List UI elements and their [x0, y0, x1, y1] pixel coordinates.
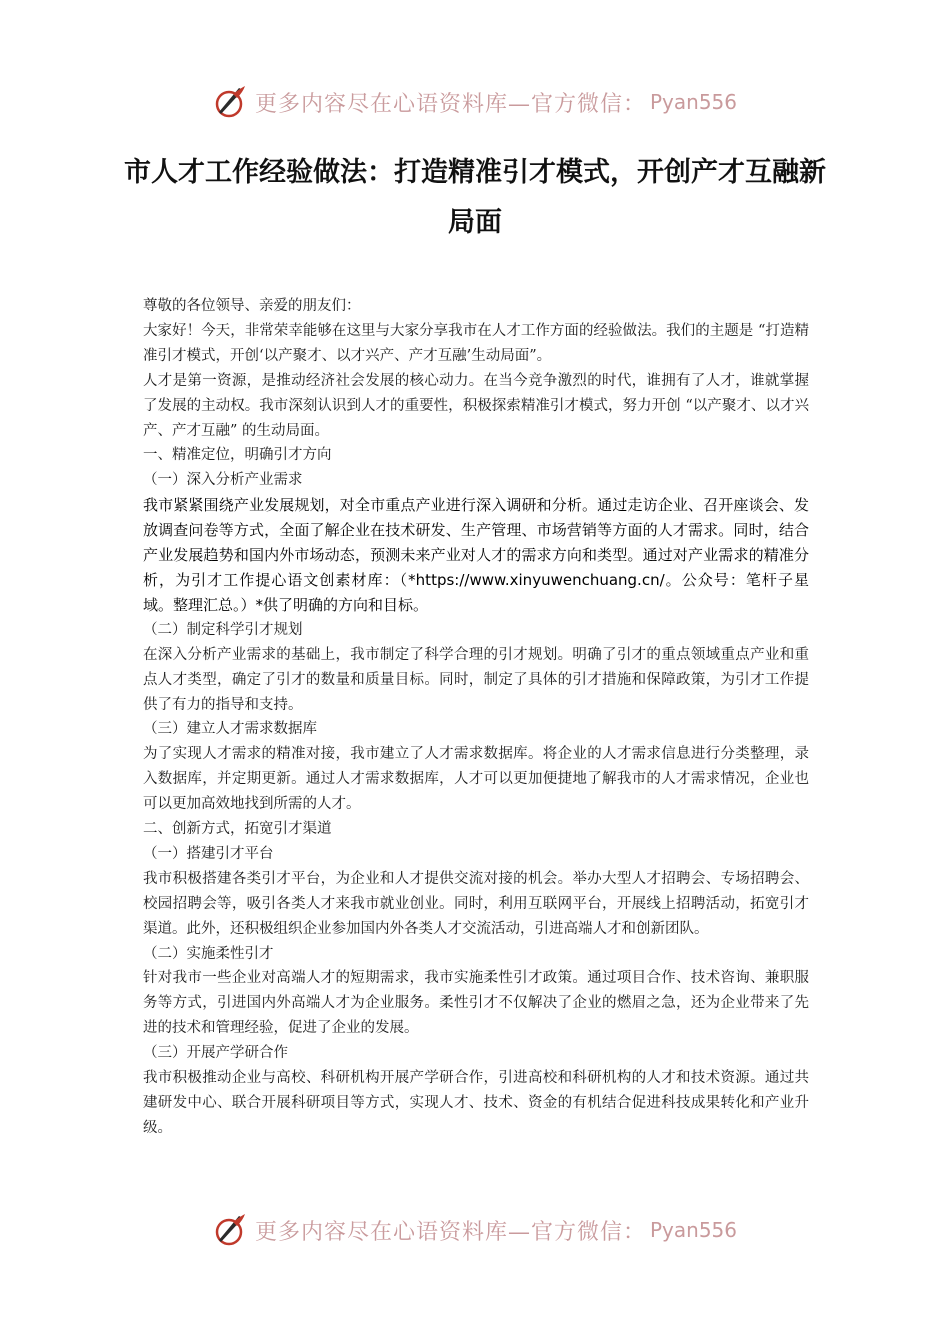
quill-logo-icon: [213, 1212, 249, 1248]
paragraph: 大家好！今天，非常荣幸能够在这里与大家分享我市在人才工作方面的经验做法。我们的主题是 “打造精准引才模式，开创‘以产聚才、以才兴产、产才互融’生动局面”。: [143, 322, 809, 364]
section-heading: 一、精准定位，明确引才方向: [143, 447, 332, 464]
quill-logo-icon: [213, 84, 249, 120]
paragraph: 为了实现人才需求的精准对接，我市建立了人才需求数据库。将企业的人才需求信息进行分类整理，录入数据库，并定期更新。通过人才需求数据库，人才可以更加便捷地了解我市的人才需求情况，企业也可以更加高效地找到所需的人才。: [143, 746, 809, 813]
subsection-heading: （一）深入分析产业需求: [143, 472, 303, 489]
paragraph: 在深入分析产业需求的基础上，我市制定了科学合理的引才规划。明确了引才的重点领域重点产业和重点人才类型，确定了引才的数量和质量目标。同时，制定了具体的引才措施和保障政策，为引才工作提供了有力的指导和支持。: [143, 646, 809, 713]
document-title: 市人才工作经验做法：打造精准引才模式，开创产才互融新局面: [124, 157, 826, 238]
paragraph: 针对我市一些企业对高端人才的短期需求，我市实施柔性引才政策。通过项目合作、技术咨询、兼职服务等方式，引进国内外高端人才为企业服务。柔性引才不仅解决了企业的燃眉之急，还为企业带来了先进的技术和管理经验，促进了企业的发展。: [143, 970, 809, 1037]
subsection-heading: （一）搭建引才平台: [143, 845, 274, 862]
paragraph: 我市紧紧围绕产业发展规划，对全市重点产业进行深入调研和分析。通过走访企业、召开座谈会、发放调查问卷等方式，全面了解企业在技术研发、生产管理、市场营销等方面的人才需求。同时，结合产业发展趋势和国内外市场动态，预测未来产业对人才的需求方向和类型。通过对产业需求的精准分析，为引才工作提心语文创素材库：（*https://www.xinyuwenchuang.cn/。公众号：笔杆子星域。整理汇总。）*供了明确的方向和目标。: [143, 496, 809, 614]
banner-text: 更多内容尽在心语资料库—官方微信：: [254, 1219, 646, 1245]
paragraph: 我市积极搭建各类引才平台，为企业和人才提供交流对接的机会。举办大型人才招聘会、专场招聘会、校园招聘会等，吸引各类人才来我市就业创业。同时，利用互联网平台，开展线上招聘活动，拓宽引才渠道。此外，还积极组织企业参加国内外各类人才交流活动，引进高端人才和创新团队。: [143, 870, 809, 937]
paragraph: 我市积极推动企业与高校、科研机构开展产学研合作，引进高校和科研机构的人才和技术资源。通过共建研发中心、联合开展科研项目等方式，实现人才、技术、资金的有机结合促进科技成果转化和产业升级。: [143, 1070, 809, 1136]
banner-wechat-id: Pyan556: [650, 1218, 738, 1242]
section-heading: 二、创新方式，拓宽引才渠道: [143, 821, 332, 838]
footer-watermark-banner: [0, 1208, 950, 1252]
banner-text: 更多内容尽在心语资料库—官方微信：: [254, 91, 646, 117]
document-body: [143, 294, 809, 1141]
paragraph: 人才是第一资源，是推动经济社会发展的核心动力。在当今竞争激烈的时代，谁拥有了人才，谁就掌握了发展的主动权。我市深刻认识到人才的重要性，积极探索精准引才模式，努力开创 “以产聚才、以才兴产、产才互融” 的生动局面。: [143, 372, 809, 439]
subsection-heading: （三）建立人才需求数据库: [143, 721, 317, 738]
banner-wechat-id: Pyan556: [650, 90, 738, 114]
salutation: 尊敬的各位领导、亲爱的朋友们：: [143, 298, 361, 314]
subsection-heading: （二）实施柔性引才: [143, 945, 274, 962]
subsection-heading: （三）开展产学研合作: [143, 1045, 288, 1062]
subsection-heading: （二）制定科学引才规划: [143, 621, 303, 638]
header-watermark-banner: [0, 80, 950, 124]
